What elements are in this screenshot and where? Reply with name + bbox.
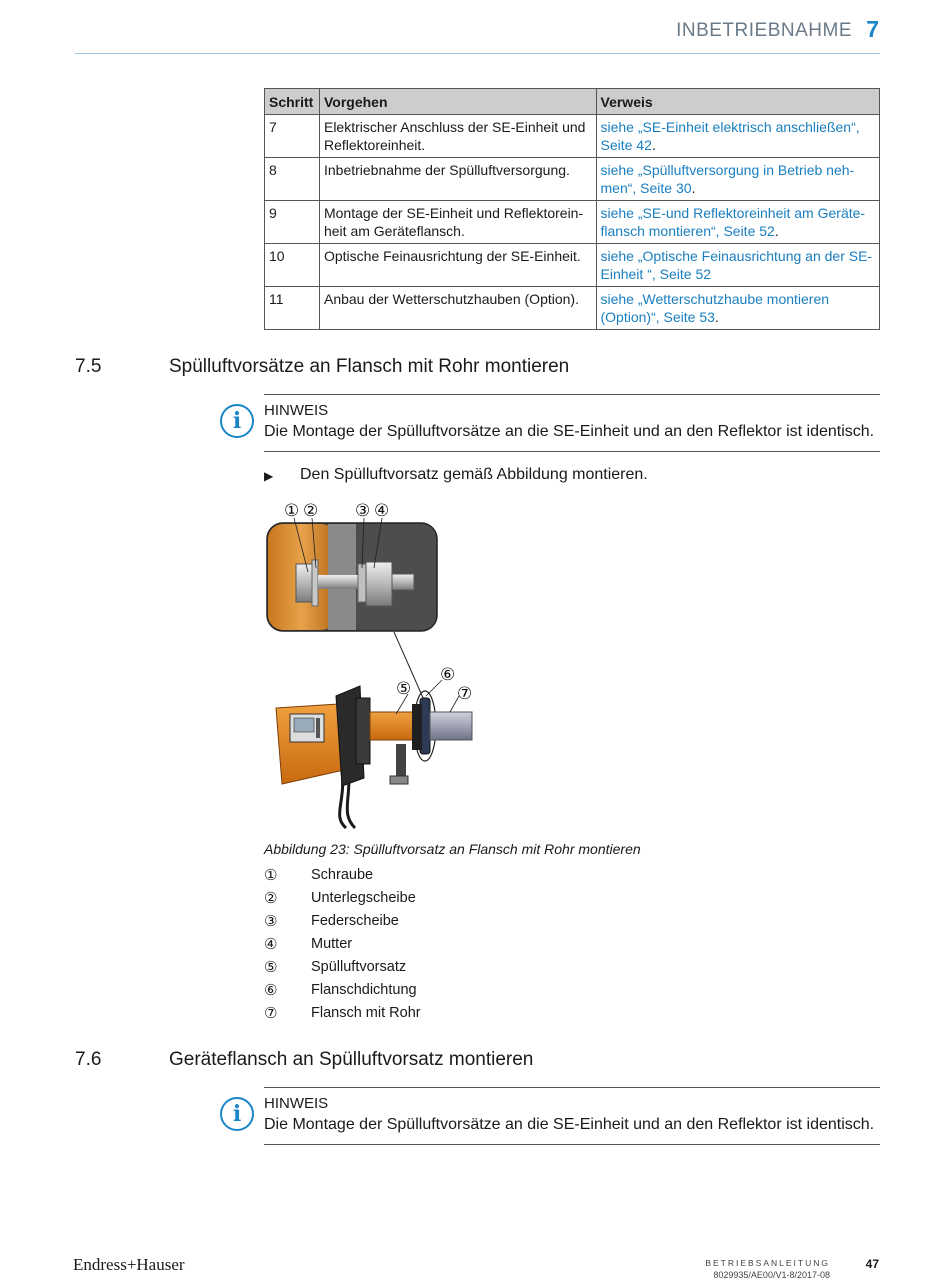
callout-3: ③	[355, 501, 371, 521]
step-reference-link[interactable]: siehe „SE-Einheit elektrisch anschließen“, Seite 42.	[596, 115, 880, 158]
legend-label: Flansch mit Rohr	[311, 1005, 421, 1021]
legend-label: Federscheibe	[311, 913, 399, 929]
steps-table	[264, 88, 880, 330]
page-number: 47	[865, 1257, 879, 1271]
legend-number: ⑦	[264, 1005, 278, 1022]
legend-number: ②	[264, 890, 278, 907]
callout-4: ④	[374, 501, 390, 521]
legend-label: Unterlegscheibe	[311, 890, 416, 906]
step-number: 9	[265, 201, 320, 244]
notice-heading: HINWEIS	[264, 1095, 329, 1112]
table-row	[265, 158, 880, 201]
step-reference-link[interactable]: siehe „Optische Feinausrichtung an der SE- Einheit “, Seite 52	[596, 244, 880, 287]
step-reference-link[interactable]: siehe „Spülluftversorgung in Betrieb neh- men“, Seite 30.	[596, 158, 880, 201]
step-action: Montage der SE-Einheit und Reflektorein- heit am Geräteflansch.	[319, 201, 596, 244]
chapter-title: INBETRIEBNAHME	[676, 20, 852, 41]
legend-label: Flanschdichtung	[311, 982, 417, 998]
table-header-row	[265, 89, 880, 115]
legend-number: ③	[264, 913, 278, 930]
section-number: 7.5	[75, 356, 102, 377]
document-type: BETRIEBSANLEITUNG	[705, 1258, 830, 1268]
step-reference-link[interactable]: siehe „Wetterschutzhaube montieren (Option)“, Seite 53.	[596, 287, 880, 330]
chapter-number: 7	[866, 16, 879, 42]
step-number: 8	[265, 158, 320, 201]
notice-text: Die Montage der Spülluftvorsätze an die SE-Einheit und an den Reflektor ist identisch.	[264, 1116, 875, 1133]
table-row	[265, 287, 880, 330]
notice-top-divider	[264, 394, 880, 395]
legend-number: ⑤	[264, 959, 278, 976]
step-number: 7	[265, 115, 320, 158]
table-row	[265, 201, 880, 244]
callout-5: ⑤	[396, 679, 412, 699]
instruction-step: Den Spülluftvorsatz gemäß Abbildung montieren.	[300, 466, 648, 483]
notice-heading: HINWEIS	[264, 402, 329, 419]
figure-caption: Abbildung 23: Spülluftvorsatz an Flansch mit Rohr montieren	[264, 841, 641, 857]
info-icon: i	[220, 404, 254, 438]
detail-inset	[267, 523, 437, 631]
notice-bottom-divider	[264, 451, 880, 452]
notice-top-divider	[264, 1087, 880, 1088]
table-row	[265, 115, 880, 158]
column-header-action: Vorgehen	[319, 89, 596, 115]
document-code: 8029935/AE00/V1-8/2017-08	[713, 1270, 830, 1280]
callout-7: ⑦	[457, 684, 473, 704]
legend-label: Schraube	[311, 867, 374, 883]
section-title: Spülluftvorsätze an Flansch mit Rohr montieren	[169, 356, 570, 377]
info-icon: i	[220, 1097, 254, 1131]
callout-6: ⑥	[440, 665, 456, 685]
step-reference-link[interactable]: siehe „SE-und Reflektoreinheit am Geräte- flansch montieren“, Seite 52.	[596, 201, 880, 244]
device-assembly	[276, 686, 472, 828]
step-action: Elektrischer Anschluss der SE-Einheit und Reflektoreinheit.	[319, 115, 596, 158]
callout-2: ②	[303, 501, 319, 521]
legend-label: Spülluftvorsatz	[311, 959, 407, 975]
step-number: 11	[265, 287, 320, 330]
legend-number: ①	[264, 867, 278, 884]
section-number: 7.6	[75, 1049, 102, 1070]
notice-bottom-divider	[264, 1144, 880, 1145]
notice-text: Die Montage der Spülluftvorsätze an die SE-Einheit und an den Reflektor ist identisch.	[264, 423, 875, 440]
header-divider	[75, 53, 880, 54]
table-row	[265, 244, 880, 287]
step-action: Optische Feinausrichtung der SE-Einheit.	[319, 244, 596, 287]
arrow-right-icon: ▶	[264, 469, 274, 483]
step-number: 10	[265, 244, 320, 287]
step-action: Inbetriebnahme der Spülluftversorgung.	[319, 158, 596, 201]
company-logo: Endress+Hauser	[73, 1255, 185, 1274]
legend-number: ④	[264, 936, 278, 953]
mounting-figure	[260, 498, 490, 830]
callout-1: ①	[284, 501, 300, 521]
column-header-step: Schritt	[265, 89, 320, 115]
column-header-reference: Verweis	[596, 89, 880, 115]
legend-number: ⑥	[264, 982, 278, 999]
legend-label: Mutter	[311, 936, 353, 952]
section-title: Geräteflansch an Spülluftvorsatz montieren	[169, 1049, 534, 1070]
step-action: Anbau der Wetterschutzhauben (Option).	[319, 287, 596, 330]
